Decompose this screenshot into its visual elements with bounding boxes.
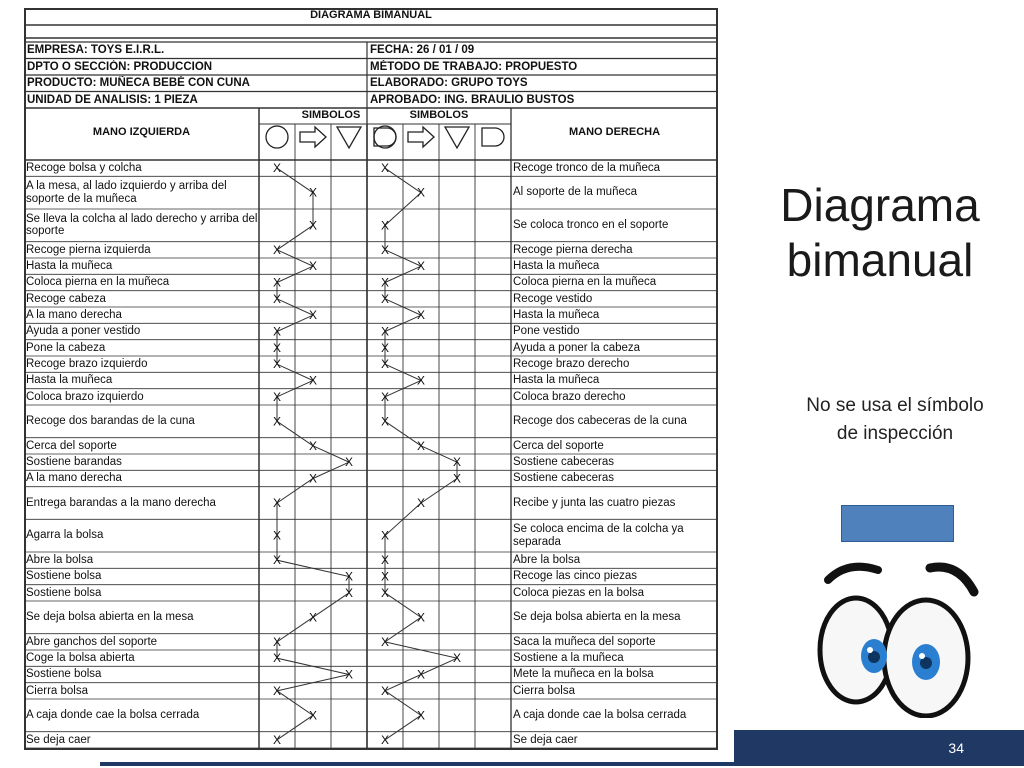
- info-dpto: DPTO O SECCIÓN: PRODUCCION: [27, 60, 213, 73]
- right-symbol-mark: X: [416, 373, 426, 388]
- left-symbol-mark: X: [344, 585, 354, 600]
- right-symbol-mark: X: [380, 242, 390, 257]
- right-hand-action: Coloca brazo derecho: [513, 390, 626, 403]
- right-hand-action: Coloca piezas en la bolsa: [513, 586, 645, 599]
- right-symbol-mark: X: [416, 308, 426, 323]
- left-symbol-mark: X: [308, 610, 318, 625]
- triangle-icon: [445, 127, 469, 148]
- left-symbol-mark: X: [308, 471, 318, 486]
- slide-title: Diagrama bimanual: [780, 179, 980, 286]
- right-symbol-mark: X: [416, 667, 426, 682]
- left-hand-action: Coloca brazo izquierdo: [26, 390, 144, 403]
- right-hand-action: Se deja bolsa abierta en la mesa: [513, 611, 681, 624]
- right-symbol-mark: X: [380, 585, 390, 600]
- right-symbol-mark: X: [380, 553, 390, 568]
- left-symbol-mark: X: [272, 651, 282, 666]
- left-symbol-mark: X: [308, 185, 318, 200]
- left-hand-action: Hasta la muñeca: [26, 374, 113, 387]
- cartoon-eyes-icon: [808, 558, 980, 718]
- right-symbol-mark: X: [380, 291, 390, 306]
- right-hand-action: Ayuda a poner la cabeza: [513, 341, 641, 354]
- right-hand-action: Recibe y junta las cuatro piezas: [513, 496, 676, 509]
- right-hand-action: Se deja caer: [513, 733, 578, 746]
- right-hand-action: Sostiene a la muñeca: [513, 651, 624, 664]
- right-hand-action: Cierra bolsa: [513, 684, 575, 697]
- left-hand-action: A la mesa, al lado izquierdo y arriba del soporte de la muñeca: [26, 180, 227, 205]
- left-symbol-mark: X: [272, 161, 282, 176]
- header-mano-derecha: MANO DERECHA: [568, 126, 661, 138]
- left-hand-action: Coloca pierna en la muñeca: [26, 276, 170, 289]
- left-symbol-mark: X: [272, 553, 282, 568]
- arrow-icon: [408, 127, 434, 147]
- left-hand-action: Recoge brazo izquierdo: [26, 357, 148, 370]
- header-simbolos-left: SIMBOLOS: [301, 109, 361, 121]
- left-symbol-mark: X: [344, 667, 354, 682]
- right-hand-action: Se coloca encima de la colcha ya separada: [513, 523, 684, 548]
- footer-bar: [734, 730, 1024, 766]
- left-symbol-mark: X: [344, 569, 354, 584]
- left-hand-action: Sostiene bolsa: [26, 570, 102, 583]
- info-elaborado: ELABORADO: GRUPO TOYS: [370, 77, 528, 89]
- right-hand-action: Hasta la muñeca: [513, 308, 600, 321]
- left-symbol-mark: X: [308, 259, 318, 274]
- triangle-icon: [337, 127, 361, 148]
- right-symbol-mark: X: [380, 218, 390, 233]
- right-hand-action: Cerca del soporte: [513, 439, 604, 452]
- right-symbol-mark: X: [452, 651, 462, 666]
- left-hand-action: Abre la bolsa: [26, 553, 94, 566]
- slide-note: No se usa el símbolo de inspección: [806, 395, 984, 444]
- right-symbol-mark: X: [452, 471, 462, 486]
- left-hand-action: Recoge cabeza: [26, 292, 106, 305]
- right-hand-action: Al soporte de la muñeca: [513, 186, 638, 199]
- right-hand-action: Recoge tronco de la muñeca: [513, 161, 661, 174]
- header-mano-izquierda: MANO IZQUIERDA: [92, 126, 191, 138]
- right-symbol-mark: X: [380, 340, 390, 355]
- right-hand-action: Recoge pierna derecha: [513, 243, 633, 256]
- left-symbol-mark: X: [308, 708, 318, 723]
- left-symbol-mark: X: [308, 308, 318, 323]
- right-symbol-mark: X: [416, 708, 426, 723]
- left-hand-action: Cerca del soporte: [26, 439, 117, 452]
- left-symbol-mark: X: [272, 732, 282, 747]
- right-hand-action: Recoge vestido: [513, 292, 593, 305]
- left-symbol-mark: X: [272, 634, 282, 649]
- chart-grid: [24, 8, 718, 750]
- right-symbol-mark: X: [452, 455, 462, 470]
- header-simbolos-right: SIMBOLOS: [409, 109, 469, 121]
- right-symbol-mark: X: [380, 357, 390, 372]
- left-symbol-mark: X: [272, 291, 282, 306]
- right-symbol-mark: X: [416, 259, 426, 274]
- d-shape-icon: [374, 128, 396, 146]
- right-hand-action: Recoge brazo derecho: [513, 357, 630, 370]
- left-symbol-mark: X: [308, 218, 318, 233]
- left-hand-action: Coge la bolsa abierta: [26, 651, 135, 664]
- left-symbol-mark: X: [272, 528, 282, 543]
- right-symbol-mark: X: [380, 634, 390, 649]
- right-symbol-mark: X: [416, 610, 426, 625]
- right-symbol-mark: X: [380, 569, 390, 584]
- right-hand-action: Recoge las cinco piezas: [513, 570, 638, 583]
- right-hand-action: Pone vestido: [513, 325, 580, 338]
- left-hand-action: Agarra la bolsa: [26, 529, 104, 542]
- left-symbol-mark: X: [272, 414, 282, 429]
- left-symbol-mark: X: [344, 455, 354, 470]
- left-hand-action: Recoge dos barandas de la cuna: [26, 415, 195, 428]
- left-symbol-mark: X: [272, 242, 282, 257]
- left-symbol-mark: X: [272, 357, 282, 372]
- info-producto: PRODUCTO: MUÑECA BEBÉ CON CUNA: [27, 77, 250, 89]
- left-hand-action: Se deja caer: [26, 733, 91, 746]
- right-symbol-mark: X: [380, 414, 390, 429]
- left-hand-action: Sostiene bolsa: [26, 586, 102, 599]
- left-hand-action: Cierra bolsa: [26, 684, 88, 697]
- form-title: DIAGRAMA BIMANUAL: [310, 9, 432, 21]
- right-symbol-mark: X: [416, 185, 426, 200]
- right-hand-action: Saca la muñeca del soporte: [513, 635, 656, 648]
- left-hand-action: Hasta la muñeca: [26, 259, 113, 272]
- info-aprobado: APROBADO: ING. BRAULIO BUSTOS: [370, 93, 575, 106]
- right-symbol-mark: X: [416, 496, 426, 510]
- left-symbol-mark: X: [308, 373, 318, 388]
- page-number: 34: [948, 740, 964, 756]
- right-hand-action: Hasta la muñeca: [513, 259, 600, 272]
- right-symbol-mark: X: [380, 324, 390, 339]
- right-hand-action: Hasta la muñeca: [513, 374, 600, 387]
- left-hand-action: Recoge pierna izquierda: [26, 243, 151, 256]
- left-hand-action: Se deja bolsa abierta en la mesa: [26, 611, 194, 624]
- left-hand-action: Sostiene bolsa: [26, 668, 102, 681]
- right-symbol-mark: X: [380, 683, 390, 698]
- info-metodo: MÉTODO DE TRABAJO: PROPUESTO: [370, 60, 578, 73]
- blue-rectangle-shape: [841, 505, 954, 542]
- left-hand-action: A caja donde cae la bolsa cerrada: [26, 709, 200, 722]
- right-symbol-mark: X: [416, 438, 426, 453]
- left-symbol-mark: X: [272, 389, 282, 404]
- right-symbol-mark: X: [380, 528, 390, 543]
- right-hand-action: A caja donde cae la bolsa cerrada: [513, 709, 687, 722]
- right-symbol-mark: X: [380, 161, 390, 176]
- right-hand-action: Abre la bolsa: [513, 553, 581, 566]
- left-symbol-mark: X: [272, 683, 282, 698]
- left-hand-action: Se lleva la colcha al lado derecho y arriba del soporte: [26, 212, 258, 238]
- left-symbol-mark: X: [272, 324, 282, 339]
- bimanual-chart-sheet: [24, 8, 718, 750]
- left-hand-action: Abre ganchos del soporte: [26, 635, 158, 648]
- right-hand-action: Se coloca tronco en el soporte: [513, 219, 669, 232]
- left-symbol-mark: X: [272, 340, 282, 355]
- left-hand-action: A la mano derecha: [26, 472, 122, 485]
- arrow-icon: [300, 127, 326, 147]
- left-hand-action: Pone la cabeza: [26, 341, 106, 354]
- info-empresa: EMPRESA: TOYS E.I.R.L.: [27, 44, 165, 56]
- info-fecha: FECHA: 26 / 01 / 09: [370, 44, 475, 56]
- right-symbol-mark: X: [380, 389, 390, 404]
- left-hand-action: A la mano derecha: [26, 308, 122, 321]
- right-symbol-mark: X: [380, 732, 390, 747]
- right-hand-action: Mete la muñeca en la bolsa: [513, 668, 654, 681]
- left-symbol-mark: X: [308, 438, 318, 453]
- right-hand-action: Coloca pierna en la muñeca: [513, 276, 657, 289]
- left-hand-action: Entrega barandas a la mano derecha: [26, 496, 216, 509]
- left-hand-action: Sostiene barandas: [26, 455, 122, 468]
- left-hand-action: Ayuda a poner vestido: [26, 325, 141, 338]
- right-hand-action: Sostiene cabeceras: [513, 455, 615, 468]
- left-symbol-mark: X: [272, 496, 282, 510]
- left-symbol-mark: X: [272, 275, 282, 290]
- right-symbol-mark: X: [380, 275, 390, 290]
- info-unidad: UNIDAD DE ANALISIS: 1 PIEZA: [27, 93, 198, 106]
- circle-icon: [266, 126, 288, 148]
- right-hand-action: Sostiene cabeceras: [513, 472, 615, 485]
- right-hand-action: Recoge dos cabeceras de la cuna: [513, 415, 687, 428]
- left-hand-action: Recoge bolsa y colcha: [26, 161, 142, 174]
- d-shape-icon: [482, 128, 504, 146]
